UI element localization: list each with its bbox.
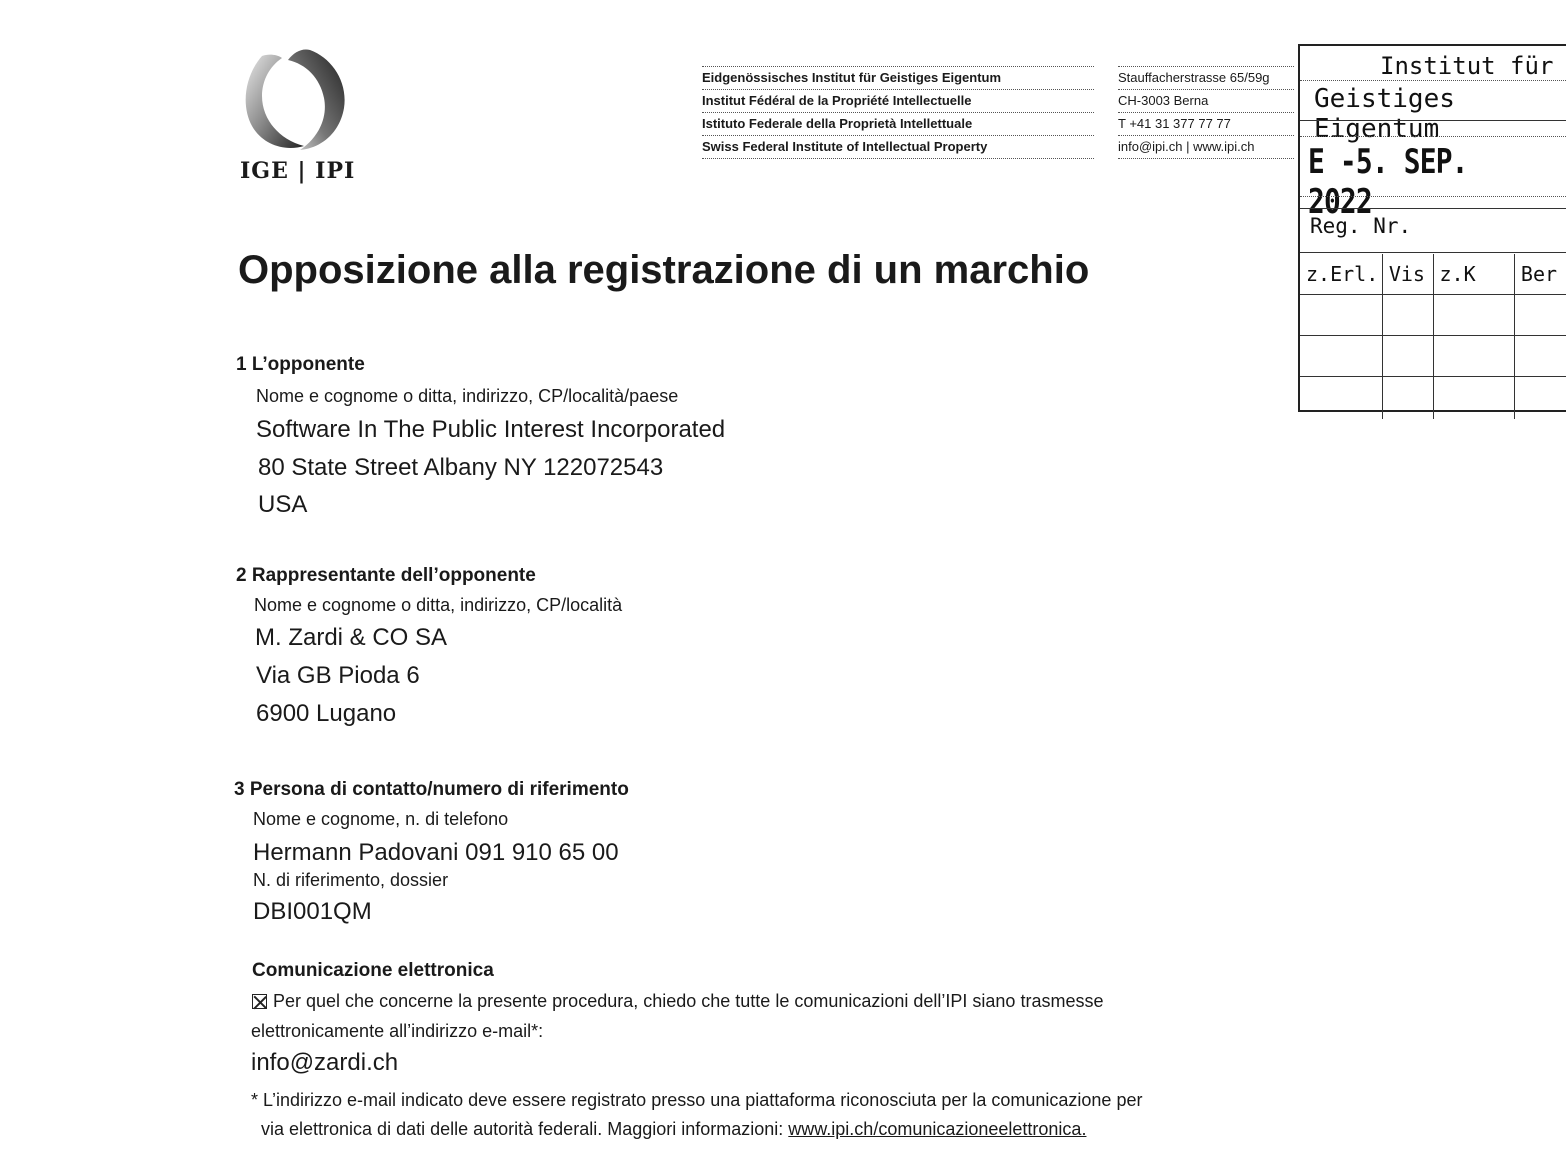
footnote-text: via elettronica di dati delle autorità federali. Maggiori informazioni: — [261, 1119, 784, 1139]
institute-name: Eidgenössisches Institut für Geistiges Eigentum — [702, 67, 1094, 90]
representative-street: Via GB Pioda 6 — [256, 662, 420, 689]
institute-names — [702, 66, 1094, 159]
stamp-line: Geistiges Eigentum — [1314, 84, 1455, 144]
section-heading: 3 Persona di contatto/numero di riferimento — [234, 779, 629, 800]
section-heading: Comunicazione elettronica — [252, 960, 494, 981]
address-line: info@ipi.ch | www.ipi.ch — [1118, 136, 1294, 159]
address-line: CH-3003 Berna — [1118, 90, 1294, 113]
field-label: N. di riferimento, dossier — [253, 870, 449, 890]
consent-text: Per quel che concerne la presente procedura, chiedo che tutte le comunicazioni dell’IPI siano trasmesse — [273, 991, 1104, 1011]
opponent-address: 80 State Street Albany NY 122072543 — [258, 454, 664, 481]
stamp-line: Institut für — [1380, 52, 1554, 80]
ige-ipi-logo-icon — [240, 48, 350, 152]
institute-name: Institut Fédéral de la Propriété Intellectuelle — [702, 90, 1094, 113]
stamp-reg-label: Reg. Nr. — [1310, 214, 1412, 238]
page-title: Opposizione alla registrazione di un marchio — [238, 248, 1090, 292]
email-value: info@zardi.ch — [251, 1049, 399, 1076]
field-label: Nome e cognome, n. di telefono — [253, 809, 509, 829]
address-line: Stauffacherstrasse 65/59g — [1118, 67, 1294, 90]
representative-city: 6900 Lugano — [256, 700, 397, 727]
section-heading: 1 L’opponente — [236, 354, 365, 375]
opponent-name: Software In The Public Interest Incorporated — [256, 416, 726, 443]
section-heading: 2 Rappresentante dell’opponente — [236, 565, 536, 586]
stamp-date: E -5. SEP. 2022 — [1308, 142, 1468, 222]
stamp-column: z.K — [1433, 254, 1514, 295]
institute-address — [1118, 66, 1294, 159]
stamp-grid — [1300, 254, 1566, 419]
footnote — [261, 1119, 1086, 1140]
institute-name: Istituto Federale della Proprietà Intellettuale — [702, 113, 1094, 136]
contact-person: Hermann Padovani 091 910 65 00 — [253, 839, 619, 866]
electronic-consent-checkbox[interactable] — [252, 994, 267, 1009]
field-label: Nome e cognome o ditta, indirizzo, CP/località — [254, 595, 623, 615]
electronic-consent — [252, 991, 1103, 1012]
stamp-column: Ber — [1514, 254, 1566, 295]
field-label: Nome e cognome o ditta, indirizzo, CP/località/paese — [256, 386, 679, 406]
logo-text: IGE | IPI — [240, 158, 356, 184]
received-stamp — [1298, 44, 1566, 412]
representative-name: M. Zardi & CO SA — [255, 624, 448, 651]
opponent-country: USA — [258, 491, 308, 518]
stamp-column: Vis — [1382, 254, 1433, 295]
reference-number: DBI001QM — [253, 898, 372, 925]
stamp-column: z.Erl. — [1300, 254, 1382, 295]
institute-name: Swiss Federal Institute of Intellectual Property — [702, 136, 1094, 159]
info-link[interactable]: www.ipi.ch/comunicazioneelettronica. — [788, 1119, 1087, 1139]
address-line: T +41 31 377 77 77 — [1118, 113, 1294, 136]
footnote: * L’indirizzo e-mail indicato deve essere registrato presso una piattaforma riconosciuta per la comunicazione per — [251, 1090, 1143, 1110]
consent-text: elettronicamente all’indirizzo e-mail*: — [251, 1021, 544, 1041]
